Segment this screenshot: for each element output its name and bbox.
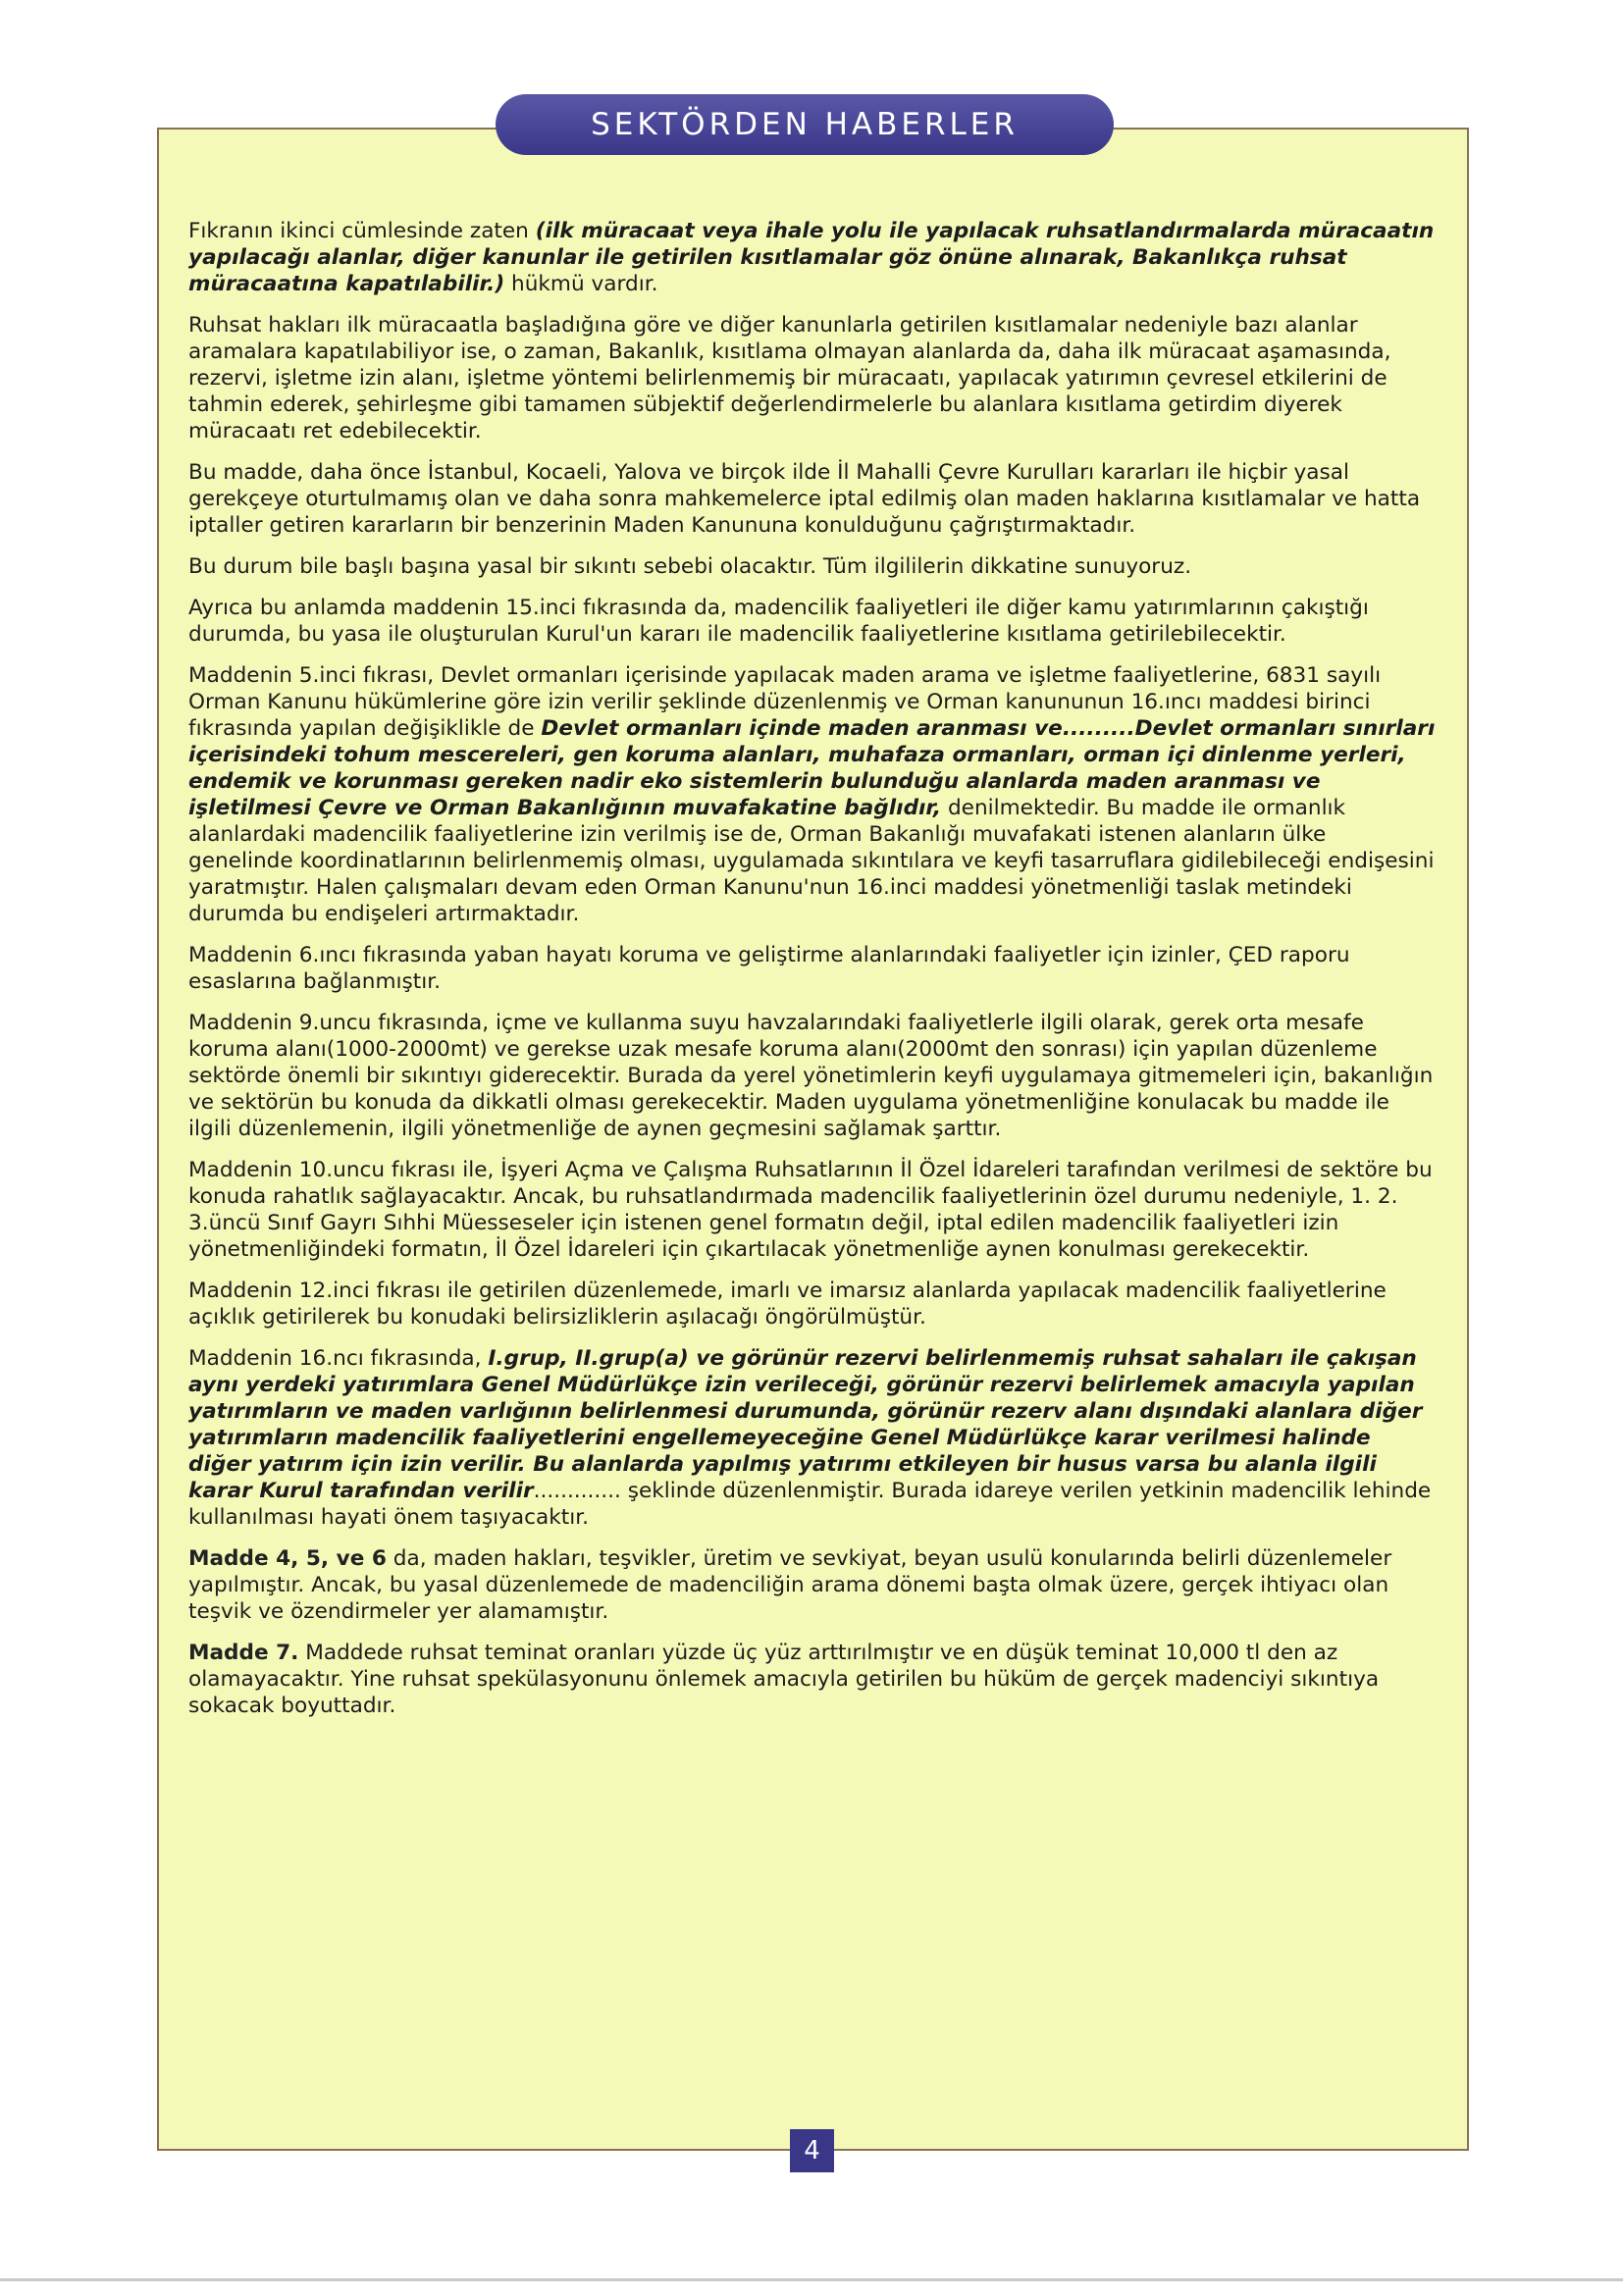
divider xyxy=(0,2278,1623,2281)
article-label: Madde 4, 5, ve 6 xyxy=(188,1546,387,1571)
paragraph: Fıkranın ikinci cümlesinde zaten (ilk müracaat veya ihale yolu ile yapılacak ruhsatlandırmalarda müracaatın yapılacağı alanlar, diğer kanunlar ile getirilen kısıtlamalar göz önüne alınarak, Bakanlıkça ruhsat müracaatına kapatılabilir.) hükmü vardır. xyxy=(188,219,1435,296)
paragraph: Bu madde, daha önce İstanbul, Kocaeli, Yalova ve birçok ilde İl Mahalli Çevre Kurulları kararları ile hiçbir yasal gerekçeye oturtulmamış olan ve daha sonra mahkemelerce iptal edilmiş olan maden haklarına kısıtlamalar ve hatta iptaller getiren kararların bir benzerinin Maden Kanununa konulduğunu çağrıştırmaktadır. xyxy=(188,460,1421,538)
paragraph: Madde 7. Maddede ruhsat teminat oranları yüzde üç yüz arttırılmıştır ve en düşük teminat 10,000 tl den az olamayacaktır. Yine ruhsat spekülasyonunu önlemek amacıyla getirilen bu hüküm de gerçek madenciyi sıkıntıya sokacak boyuttadır. xyxy=(188,1641,1380,1718)
paragraph: Maddenin 10.uncu fıkrası ile, İşyeri Açma ve Çalışma Ruhsatlarının İl Özel İdareleri tarafından verilmesi de sektöre bu konuda rahatlık sağlayacaktır. Ancak, bu ruhsatlandırmada madencilik faaliyetlerinin özel durumu nedeniyle, 1. 2. 3.üncü Sınıf Gayrı Sıhhi Müesseseler için istenen genel formatın değil, iptal edilen madencilik faaliyetleri izin yönetmenliğindeki formatın, İl Özel İdareleri için çıkartılacak yönetmenliğe aynen konulması gerekecektir. xyxy=(188,1158,1433,1262)
paragraph: Ruhsat hakları ilk müracaatla başladığına göre ve diğer kanunlarla getirilen kısıtlamalar nedeniyle bazı alanlar aramalara kapatılabiliyor ise, o zaman, Bakanlık, kısıtlama olmayan alanlarda da, daha ilk müracaat aşamasında, rezervi, işletme izin alanı, işletme yöntemi belirlenmemiş bir müracaatı, yapılacak yatırımın çevresel etkilerini de tahmin ederek, şehirleşme gibi tamamen sübjektif değerlendirmelerle bu alanlara kısıtlama getirdim diyerek müracaatı ret edebilecektir. xyxy=(188,313,1391,444)
article-label: Madde 7. xyxy=(188,1641,299,1665)
article-body xyxy=(188,218,1437,1734)
page-number: 4 xyxy=(790,2129,834,2172)
paragraph: Maddenin 5.inci fıkrası, Devlet ormanları içerisinde yapılacak maden arama ve işletme faaliyetlerine, 6831 sayılı Orman Kanunu hükümlerine göre izin verilir şeklinde düzenlenmiş ve Orman kanununun 16.ıncı maddesi birinci fıkrasında yapılan değişiklikle de Devlet ormanları içinde maden aranması ve.........Devlet ormanları sınırları içerisindeki tohum mescereleri, gen koruma alanları, muhafaza ormanları, orman içi dinlenme yerleri, endemik ve korunması gereken nadir eko sistemlerin bulunduğu alanlarda maden aranması ve işletilmesi Çevre ve Orman Bakanlığının muvafakatine bağlıdır, denilmektedir. Bu madde ile ormanlık alanlardaki madencilik faaliyetlerine izin verilmiş ise de, Orman Bakanlığı muvafakati istenen alanların ülke genelinde koordinatlarının belirlenmemiş olması, uygulamada sıkıntılara ve keyfi tasarruflara gidilebileceği endişesini yaratmıştır. Halen çalışmaları devam eden Orman Kanunu'nun 16.inci maddesi yönetmenliği taslak metindeki durumda bu endişeleri artırmaktadır. xyxy=(188,663,1436,926)
paragraph: Ayrıca bu anlamda maddenin 15.inci fıkrasında da, madencilik faaliyetleri ile diğer kamu yatırımlarının çakıştığı durumda, bu yasa ile oluşturulan Kurul'un kararı ile madencilik faaliyetlerine kısıtlama getirilebilecektir. xyxy=(188,596,1369,647)
paragraph: Maddenin 16.ncı fıkrasında, I.grup, II.grup(a) ve görünür rezervi belirlenmemiş ruhsat sahaları ile çakışan aynı yerdeki yatırımlara Genel Müdürlükçe izin verileceği, görünür rezervi belirlemek amacıyla yapılan yatırımların ve maden varlığının belirlenmesi durumunda, görünür rezerv alanı dışındaki alanlara diğer yatırımların madencilik faaliyetlerini engellemeyeceğine Genel Müdürlükçe karar verilmesi halinde diğer yatırım için izin verilir. Bu alanlarda yapılmış yatırımı etkileyen bir husus varsa bu alanla ilgili karar Kurul tarafından verilir............. şeklinde düzenlenmiştir. Burada idareye verilen yetkinin madencilik lehinde kullanılması hayati önem taşıyacaktır. xyxy=(188,1346,1432,1530)
section-banner: SEKTÖRDEN HABERLER xyxy=(496,94,1114,155)
paragraph: Maddenin 12.inci fıkrası ile getirilen düzenlemede, imarlı ve imarsız alanlarda yapılacak madencilik faaliyetlerine açıklık getirilerek bu konudaki belirsizliklerin aşılacağı öngörülmüştür. xyxy=(188,1278,1387,1330)
paragraph: Madde 4, 5, ve 6 da, maden hakları, teşvikler, üretim ve sevkiyat, beyan usulü konularında belirli düzenlemeler yapılmıştır. Ancak, bu yasal düzenlemede de madenciliğin arama dönemi başta olmak üzere, gerçek ihtiyacı olan teşvik ve özendirmeler yer alamamıştır. xyxy=(188,1546,1392,1624)
paragraph: Bu durum bile başlı başına yasal bir sıkıntı sebebi olacaktır. Tüm ilgililerin dikkatine sunuyoruz. xyxy=(188,554,1192,579)
paragraph: Maddenin 9.uncu fıkrasında, içme ve kullanma suyu havzalarındaki faaliyetlerle ilgili olarak, gerek orta mesafe koruma alanı(1000-2000mt) ve gerekse uzak mesafe koruma alanı(2000mt den sonrası) için yapılan düzenleme sektörde önemli bir sıkıntıyı giderecektir. Burada da yerel yönetimlerin keyfi uygulamaya gitmemeleri için, bakanlığın ve sektörün bu konuda da dikkatli olması gerekecektir. Maden uygulama yönetmenliğine konulacak bu madde ile ilgili düzenlemenin, ilgili yönetmenliğe de aynen geçmesini sağlamak şarttır. xyxy=(188,1011,1434,1141)
paragraph: Maddenin 6.ıncı fıkrasında yaban hayatı koruma ve geliştirme alanlarındaki faaliyetler için izinler, ÇED raporu esaslarına bağlanmıştır. xyxy=(188,943,1350,994)
